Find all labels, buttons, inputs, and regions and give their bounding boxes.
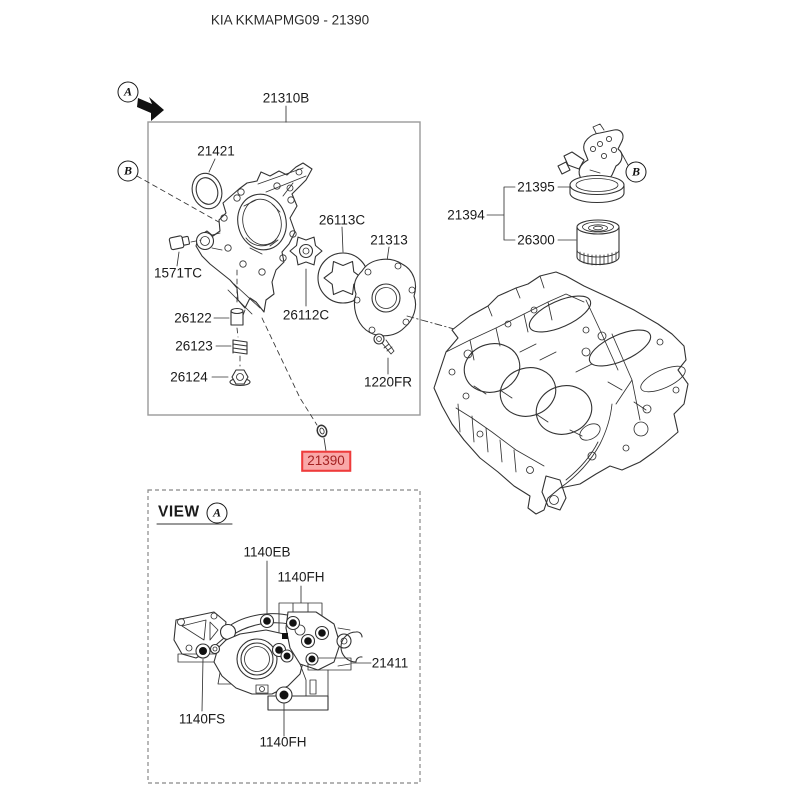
oil-filter-drawing <box>577 220 619 265</box>
part-label-26124[interactable]: 26124 <box>170 369 208 385</box>
view-marker-b-right: B <box>626 162 647 183</box>
part-label-26300[interactable]: 26300 <box>517 232 555 248</box>
part-label-21310b[interactable]: 21310B <box>262 90 310 106</box>
part-label-26113c[interactable]: 26113C <box>318 212 366 228</box>
rear-seal-plate-drawing <box>354 247 416 336</box>
part-label-26122[interactable]: 26122 <box>174 310 212 326</box>
part-label-21394[interactable]: 21394 <box>447 207 485 223</box>
part-label-26112c[interactable]: 26112C <box>282 307 330 323</box>
part-label-1571tc[interactable]: 1571TC <box>153 265 203 281</box>
inner-rotor-drawing <box>290 237 322 306</box>
filter-bracket-drawing <box>558 124 628 203</box>
view-a-title: VIEW <box>158 503 200 521</box>
part-label-1140fh-top[interactable]: 1140FH <box>277 569 325 585</box>
view-marker-b-left: B <box>118 161 139 182</box>
page-title: KIA KKMAPMG09 - 21390 <box>210 12 370 28</box>
part-label-21411[interactable]: 21411 <box>371 655 409 671</box>
part-label-21313[interactable]: 21313 <box>370 232 408 248</box>
plate-bolt-drawing <box>374 334 394 374</box>
part-label-1220fr[interactable]: 1220FR <box>363 374 413 390</box>
part-label-21395[interactable]: 21395 <box>517 179 555 195</box>
part-label-1140eb[interactable]: 1140EB <box>243 544 291 560</box>
view-marker-a: A <box>118 82 139 103</box>
view-direction-arrow-icon <box>137 97 164 121</box>
part-label-1140fs[interactable]: 1140FS <box>178 711 226 727</box>
oil-seal-drawing <box>188 159 227 213</box>
part-label-1140fh-bottom[interactable]: 1140FH <box>259 734 307 750</box>
view-a-pump-drawing <box>174 561 371 736</box>
oring-drawing <box>262 318 328 451</box>
part-label-21421[interactable]: 21421 <box>197 143 235 159</box>
engine-block-drawing <box>407 272 689 514</box>
selected-part-label-21390[interactable]: 21390 <box>301 451 351 472</box>
part-label-26123[interactable]: 26123 <box>175 338 213 354</box>
view-a-title-marker: A <box>207 503 228 524</box>
